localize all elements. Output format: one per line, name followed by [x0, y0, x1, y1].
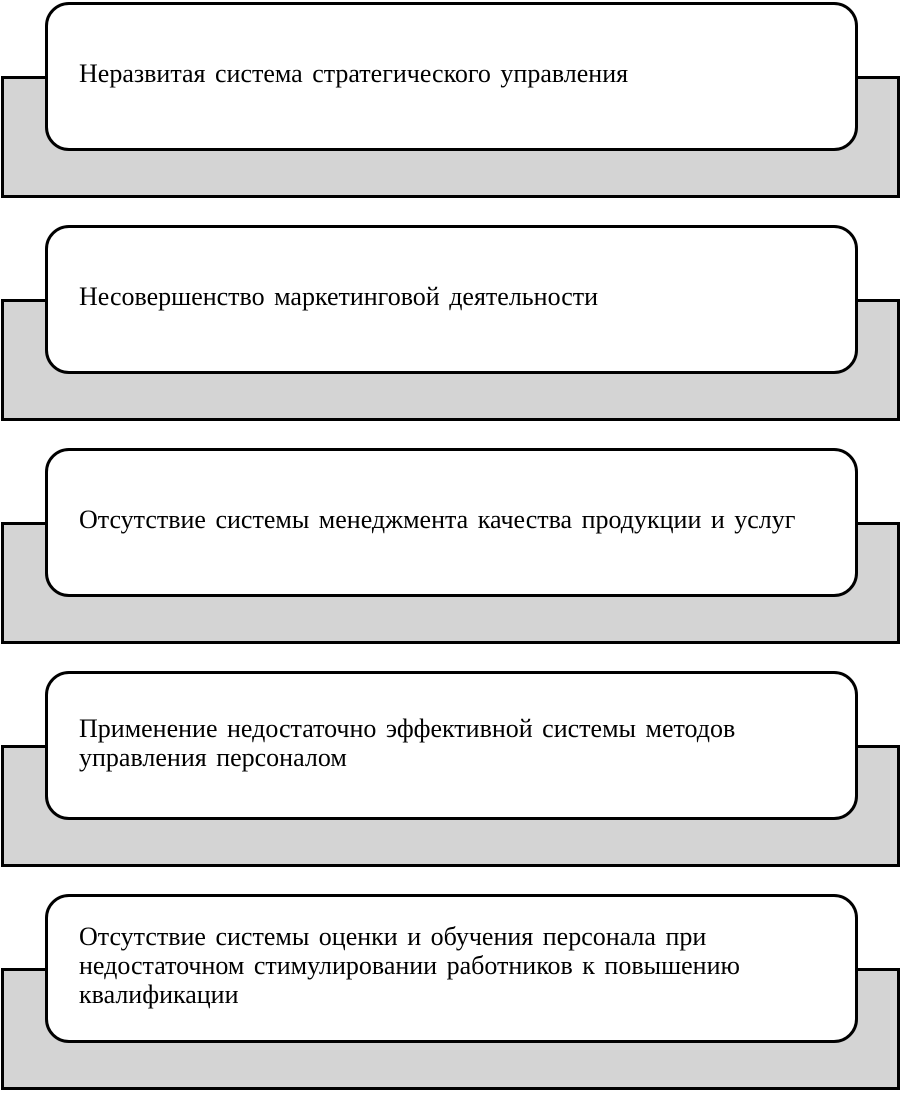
diagram-item [0, 225, 905, 425]
item-card [45, 2, 858, 151]
item-card [45, 894, 858, 1043]
item-text: Неразвитая система стратегического управления [79, 59, 629, 88]
diagram-item [0, 2, 905, 202]
item-card [45, 671, 858, 820]
item-text: Отсутствие системы менеджмента качества продукции и услуг [79, 505, 796, 534]
item-text: Применение недостаточно эффективной системы методов управления персоналом [79, 713, 736, 772]
item-card [45, 448, 858, 597]
diagram-item [0, 894, 905, 1094]
item-text: Отсутствие системы оценки и обучения персонала при недостаточном стимулировании работников к повышению квалификации [79, 922, 740, 1009]
item-card [45, 225, 858, 374]
diagram-item [0, 671, 905, 871]
item-text: Несовершенство маркетинговой деятельности [79, 282, 599, 311]
diagram-item [0, 448, 905, 648]
